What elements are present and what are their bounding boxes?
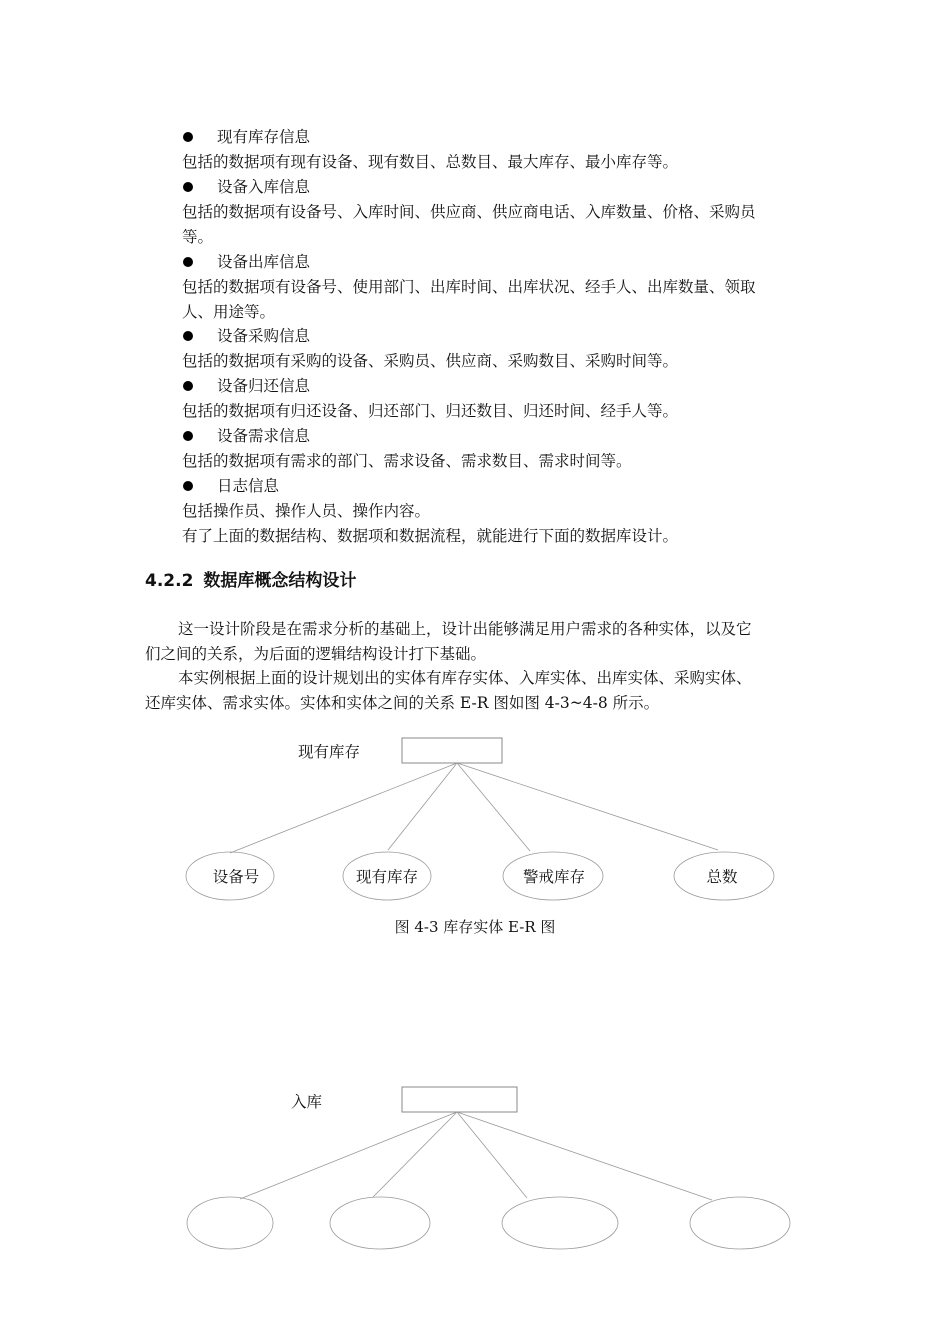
attribute-label: 现有库存 (355, 868, 419, 886)
bullet-title: 设备采购信息 (217, 327, 311, 345)
bullet-title: 设备归还信息 (217, 377, 311, 395)
summary-line: 有了上面的数据结构、数据项和数据流程，就能进行下面的数据库设计。 (182, 527, 679, 545)
relation-line (240, 1112, 457, 1199)
figure-caption: 图 4-3 库存实体 E-R 图 (394, 918, 556, 936)
attribute-ellipse (187, 1197, 273, 1249)
er-diagram-inventory (186, 738, 774, 900)
relation-line (373, 1112, 457, 1197)
paragraph-line: 这一设计阶段是在需求分析的基础上，设计出能够满足用户需求的各种实体，以及它 (178, 620, 752, 638)
bullet-desc: 包括的数据项有归还设备、归还部门、归还数目、归还时间、经手人等。 (182, 402, 679, 420)
bullet-desc: 等。 (182, 228, 214, 246)
relation-line (457, 763, 718, 850)
attribute-ellipse (330, 1197, 430, 1249)
relation-line (230, 763, 457, 853)
entity-label: 入库 (291, 1093, 323, 1111)
relation-line (457, 1112, 527, 1198)
er-diagram-stock-in (187, 1087, 790, 1249)
section-title: 数据库概念结构设计 (203, 571, 357, 591)
section-number: 4.2.2 (145, 571, 194, 591)
bullet-desc: 包括的数据项有设备号、入库时间、供应商、供应商电话、入库数量、价格、采购员 (182, 203, 756, 221)
entity-box (402, 738, 502, 763)
attribute-label: 设备号 (212, 868, 260, 886)
paragraph-line: 本实例根据上面的设计规划出的实体有库存实体、入库实体、出库实体、采购实体、 (178, 669, 752, 687)
bullet-desc: 包括的数据项有设备号、使用部门、出库时间、出库状况、经手人、出库数量、领取 (182, 278, 756, 296)
attribute-ellipse (502, 1197, 618, 1249)
relation-line (388, 763, 457, 850)
paragraph-line: 们之间的关系，为后面的逻辑结构设计打下基础。 (145, 644, 487, 663)
attribute-label: 警戒库存 (522, 868, 586, 886)
bullet-desc: 包括操作员、操作人员、操作内容。 (182, 502, 431, 520)
bullet-desc: 人、用途等。 (182, 303, 276, 321)
bullet-title: 日志信息 (217, 477, 280, 495)
bullet-title: 设备出库信息 (217, 253, 311, 271)
bullet-desc: 包括的数据项有采购的设备、采购员、供应商、采购数目、采购时间等。 (182, 352, 679, 370)
relation-line (457, 1112, 712, 1200)
entity-box (402, 1087, 517, 1112)
attribute-ellipse (690, 1197, 790, 1249)
bullet-desc: 包括的数据项有现有设备、现有数目、总数目、最大库存、最小库存等。 (182, 153, 679, 171)
entity-label: 现有库存 (298, 743, 361, 761)
paragraph-line: 还库实体、需求实体。实体和实体之间的关系 E-R 图如图 4-3~4-8 所示。 (145, 693, 660, 712)
bullet-desc: 包括的数据项有需求的部门、需求设备、需求数目、需求时间等。 (182, 452, 632, 470)
bullet-title: 设备需求信息 (217, 427, 311, 445)
attribute-label: 总数 (706, 868, 738, 886)
bullet-title: 现有库存信息 (217, 128, 311, 146)
relation-line (457, 763, 530, 851)
bullet-title: 设备入库信息 (217, 178, 311, 196)
